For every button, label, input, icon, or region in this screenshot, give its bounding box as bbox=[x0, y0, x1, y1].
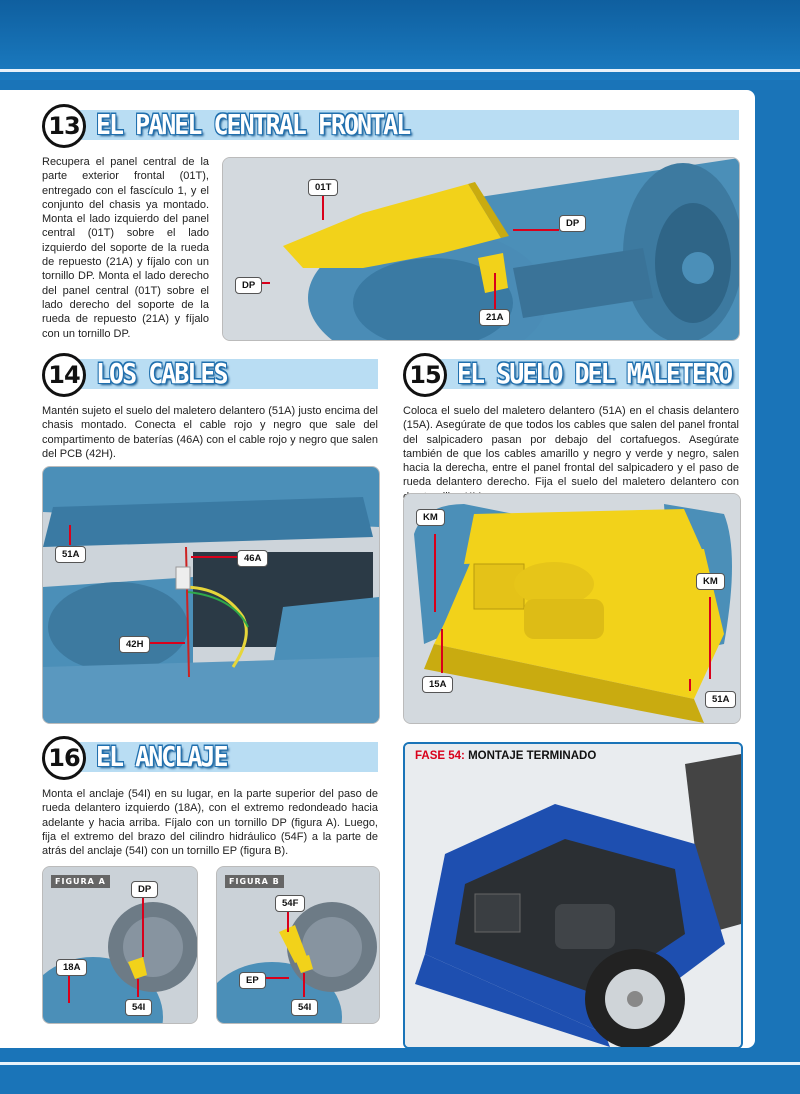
step-number: 15 bbox=[403, 353, 447, 397]
callout-km-right: KM bbox=[696, 573, 725, 590]
callout-dp: DP bbox=[131, 881, 158, 898]
callout-18a: 18A bbox=[56, 959, 87, 976]
figure-a-illustration bbox=[43, 867, 197, 1023]
section-13-illustration bbox=[222, 157, 740, 341]
arrow bbox=[191, 556, 237, 558]
figure-a bbox=[42, 866, 198, 1024]
arrow bbox=[322, 196, 324, 220]
arrow bbox=[68, 975, 70, 1003]
section-15-illustration bbox=[403, 493, 741, 724]
callout-dp-left: DP bbox=[235, 277, 262, 294]
callout-ep: EP bbox=[239, 972, 266, 989]
final-assembly-title bbox=[415, 750, 596, 762]
section-16-text: Monta el anclaje (54I) en su lugar, en la parte superior del paso de rueda delantero izquierdo (18A), con el extremo redondeado hacia adelante y hacia arriba. Fíjalo con un tornillo DP (figura A). Luego, fija el extremo del brazo del cilindro hidráulico (54F) a la parte de atrás del anclaje (54I) con un tornillo EP (figura B). bbox=[42, 788, 378, 858]
arrow bbox=[494, 273, 496, 309]
arrow bbox=[513, 229, 559, 231]
step-number: 14 bbox=[42, 353, 86, 397]
section-title: EL SUELO DEL MALETERO bbox=[457, 357, 732, 390]
callout-01t: 01T bbox=[308, 179, 338, 196]
trunk-floor-over-chassis bbox=[43, 467, 379, 723]
arrow bbox=[303, 973, 305, 997]
section-13-header bbox=[42, 108, 739, 144]
finished-model-illustration bbox=[405, 744, 741, 1047]
callout-42h: 42H bbox=[119, 636, 150, 653]
section-title: EL PANEL CENTRAL FRONTAL bbox=[96, 108, 410, 141]
callout-46a: 46A bbox=[237, 550, 268, 567]
phase-label: FASE 54: bbox=[415, 750, 465, 762]
callout-dp-right: DP bbox=[559, 215, 586, 232]
callout-km-left: KM bbox=[416, 509, 445, 526]
step-number: 16 bbox=[42, 736, 86, 780]
section-title: LOS CABLES bbox=[96, 357, 227, 390]
arrow bbox=[709, 597, 711, 679]
top-banner bbox=[0, 0, 800, 80]
arrow bbox=[689, 679, 691, 691]
step-number: 13 bbox=[42, 104, 86, 148]
section-15-text: Coloca el suelo del maletero delantero (51A) en el chasis delantero (15A). Asegúrate de que todos los cables que salen del panel frontal del salpicadero pasan por debajo del cortafuegos. Asegúrate también de que los cables amarillo y negro y verde y negro, salen hacia la derecha, entre el panel frontal del salpicadero y el paso de rueda delantero derecho. Fija el suelo del maletero delantero con bbox=[403, 405, 739, 489]
figure-label: FIGURA B bbox=[225, 875, 284, 888]
arrow bbox=[69, 525, 71, 545]
arrow bbox=[142, 897, 144, 957]
callout-51a: 51A bbox=[705, 691, 736, 708]
section-15-header bbox=[403, 357, 739, 393]
final-assembly-panel bbox=[403, 742, 743, 1049]
arrow bbox=[263, 977, 289, 979]
arrow bbox=[149, 642, 185, 644]
arrow bbox=[434, 534, 436, 612]
bottom-banner bbox=[0, 1048, 800, 1094]
figure-b bbox=[216, 866, 380, 1024]
callout-54i: 54I bbox=[125, 999, 152, 1016]
section-title: EL ANCLAJE bbox=[96, 740, 227, 773]
callout-51a: 51A bbox=[55, 546, 86, 563]
arrow bbox=[441, 629, 443, 673]
section-14-header bbox=[42, 357, 378, 393]
callout-15a: 15A bbox=[422, 676, 453, 693]
figure-label: FIGURA A bbox=[51, 875, 110, 888]
section-14-text: Mantén sujeto el suelo del maletero delantero (51A) justo encima del chasis montado. Conecta el cable rojo y negro que sale del compartimento de baterías (46A) con el cable rojo y negro que salen del PCB (42H). bbox=[42, 405, 378, 460]
callout-54i: 54I bbox=[291, 999, 318, 1016]
phase-description: MONTAJE TERMINADO bbox=[468, 750, 597, 762]
callout-21a: 21A bbox=[479, 309, 510, 326]
arrow bbox=[287, 910, 289, 932]
arrow bbox=[137, 979, 139, 997]
section-16-header bbox=[42, 740, 378, 776]
section-14-illustration bbox=[42, 466, 380, 724]
callout-54f: 54F bbox=[275, 895, 305, 912]
section-13-text: Recupera el panel central de la parte exterior frontal (01T), entregado con el fascículo 1, y el conjunto del chasis ya montado. Monta el lado izquierdo del panel central (01T) sobre el lado izquierdo del soporte de la rueda de repuesto (21A) y fíjalo con un tornillo DP. Monta el lado derecho del panel central (01T) sobre el lado derecho del soporte de la rueda de repuesto (21A) y fíjalo con un tornillo DP. bbox=[42, 156, 209, 340]
